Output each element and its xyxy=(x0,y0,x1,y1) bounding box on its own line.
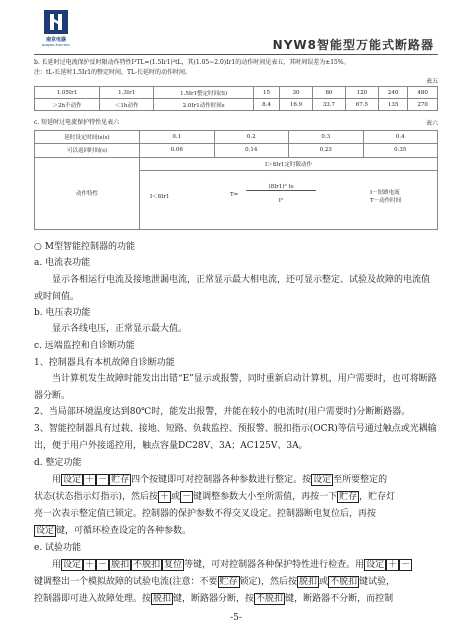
notrip-key: 不脱扣 xyxy=(330,577,358,587)
action-cell: I＞8Ir1定时限动作 I＜8Ir1 T= (8Ir1)² ts I² I－短路电流 T－动作时间 xyxy=(140,157,438,229)
c1: 1、控制器具有本机故障自诊断功能 xyxy=(34,358,175,368)
store-key: 贮存 xyxy=(339,492,358,502)
page-number: -5- xyxy=(230,613,242,623)
plus-key: ＋ xyxy=(388,560,398,570)
minus-key: － xyxy=(98,560,108,570)
header-rule xyxy=(34,54,438,55)
d-para1: 用 设定 ＋ － 贮存 四个按键即可对控制器各种参数进行整定。按 设定 至所要整定的 xyxy=(52,475,388,485)
notrip-key: 不脱扣 xyxy=(133,560,161,570)
e-para1: 用 设定 ＋ － 脱扣 不脱扣 复位 等键，可对控制器各种保护特性进行检查。用 设定 ＋ － xyxy=(52,560,411,570)
table5-label: 表五 xyxy=(425,78,438,85)
table5 xyxy=(34,86,438,111)
a-title: a. 电流表功能 xyxy=(34,258,91,268)
section-c-note: c. 短延时过电流保护特性见表六 xyxy=(34,119,120,126)
plus-key: ＋ xyxy=(160,492,170,502)
section-heading: ○ M型智能控制器的功能 xyxy=(34,242,135,252)
b-body: 显示各线电压，正常显示最大值。 xyxy=(52,324,188,334)
brand-logo xyxy=(38,10,74,48)
c2: 2、当局部环境温度达到80℃时，能发出报警，并能在较小的电流时(用户需要时)分断断路器。 xyxy=(34,407,411,417)
table-row: 可以返回时间(s) 0.06 0.14 0.23 0.35 xyxy=(35,144,438,157)
logo-en: NANJING ELECTRIC xyxy=(41,43,71,47)
plus-key: ＋ xyxy=(85,475,95,485)
section-b-note: b. 长延时过电流保护反时限动作特性I²TL=(1.5Ir1)²tL，其(1.05~2.0)Ir1的动作时间见表五，其时间误差为±15%。 xyxy=(34,59,350,66)
minus-key: － xyxy=(401,560,411,570)
c1-body: 当计算机发生故障时能发出出错“E”显示或报警，同时重新启动计算机，用户需要时，也可将断路器分断。 xyxy=(34,374,437,401)
set-key: 设定 xyxy=(313,475,332,485)
table6 xyxy=(34,130,438,230)
trip-key: 脱扣 xyxy=(153,594,172,604)
store-key: 贮存 xyxy=(219,577,238,587)
a-body: 显示各相运行电流及接地泄漏电流，正常显示最大相电流，还可显示整定、试验及故障的电流值或时间值。 xyxy=(34,275,431,302)
table-row: 1.05Ir1 1.3Ir1 1.5Ir1整定时间(S) 15 30 60 120 240 480 xyxy=(35,87,438,99)
c3: 3、智能控制器具有过载、接地、短路、负载监控、预报警、脱扣指示(OCR)等信号通过触点或光耦输出，便于用户外接遥控用，触点容量DC28V、3A；AC125V、3A。 xyxy=(34,424,437,451)
table6-label: 表六 xyxy=(425,120,438,127)
b-title: b. 电压表功能 xyxy=(34,308,91,318)
table-row: 延时设定时间ts(s) 0.1 0.2 0.3 0.4 xyxy=(35,131,438,144)
trip-key: 脱扣 xyxy=(299,577,318,587)
d-para3: 亮一次表示整定值已锁定。控制器的保护参数不得交叉设定。控制器断电复位后，再按 xyxy=(34,509,377,519)
action-label: 动作特性 xyxy=(35,157,140,229)
d-title: d. 整定功能 xyxy=(34,458,82,468)
c-title: c. 远端监控和自诊断功能 xyxy=(34,341,135,351)
set-key: 设定 xyxy=(63,475,82,485)
notrip-key: 不脱扣 xyxy=(256,594,284,604)
plus-key: ＋ xyxy=(85,560,95,570)
reset-key: 复位 xyxy=(164,560,183,570)
logo-cn: 南京电器 xyxy=(45,37,66,43)
e-title: e. 试验功能 xyxy=(34,543,82,553)
circle-icon: ○ xyxy=(34,242,42,252)
set-key: 设定 xyxy=(63,560,82,570)
section-b-note2: 注：tL-长延时1.5Ir1的整定时间，TL-长延时的动作时间。 xyxy=(34,69,192,76)
table-row: ＞2h不动作 ＜1h动作 2.0Ir1动作时间s 8.4 16.9 33.7 67.5 135 270 xyxy=(35,99,438,111)
doc-title: NYW8智能型万能式断路器 xyxy=(272,38,434,52)
table-row xyxy=(35,157,438,229)
store-key: 贮存 xyxy=(111,475,130,485)
d-para4: 设定 键，可循环检查设定的各种参数。 xyxy=(36,526,192,536)
e-para2: 键调整出一个模拟故障的试验电流(注意：不要 贮存 锁定)，然后按 脱扣 或 不脱扣 键试验， xyxy=(34,577,396,587)
e-para3: 控制器即可进入故障处理。按 脱扣 键，断路器分断，按 不脱扣 键，断路器不分断，而控制 xyxy=(34,594,394,604)
page-header xyxy=(0,0,472,60)
minus-key: － xyxy=(98,475,108,485)
d-para2: 状态(状态指示灯指示)，然后按 ＋ 或 － 键调整参数大小至所需值，再按一下 贮存 ，贮存灯 xyxy=(34,492,396,502)
minus-key: － xyxy=(182,492,192,502)
logo-mark-icon xyxy=(44,10,68,34)
set-key: 设定 xyxy=(366,560,385,570)
trip-key: 脱扣 xyxy=(111,560,130,570)
set-key: 设定 xyxy=(36,526,55,536)
